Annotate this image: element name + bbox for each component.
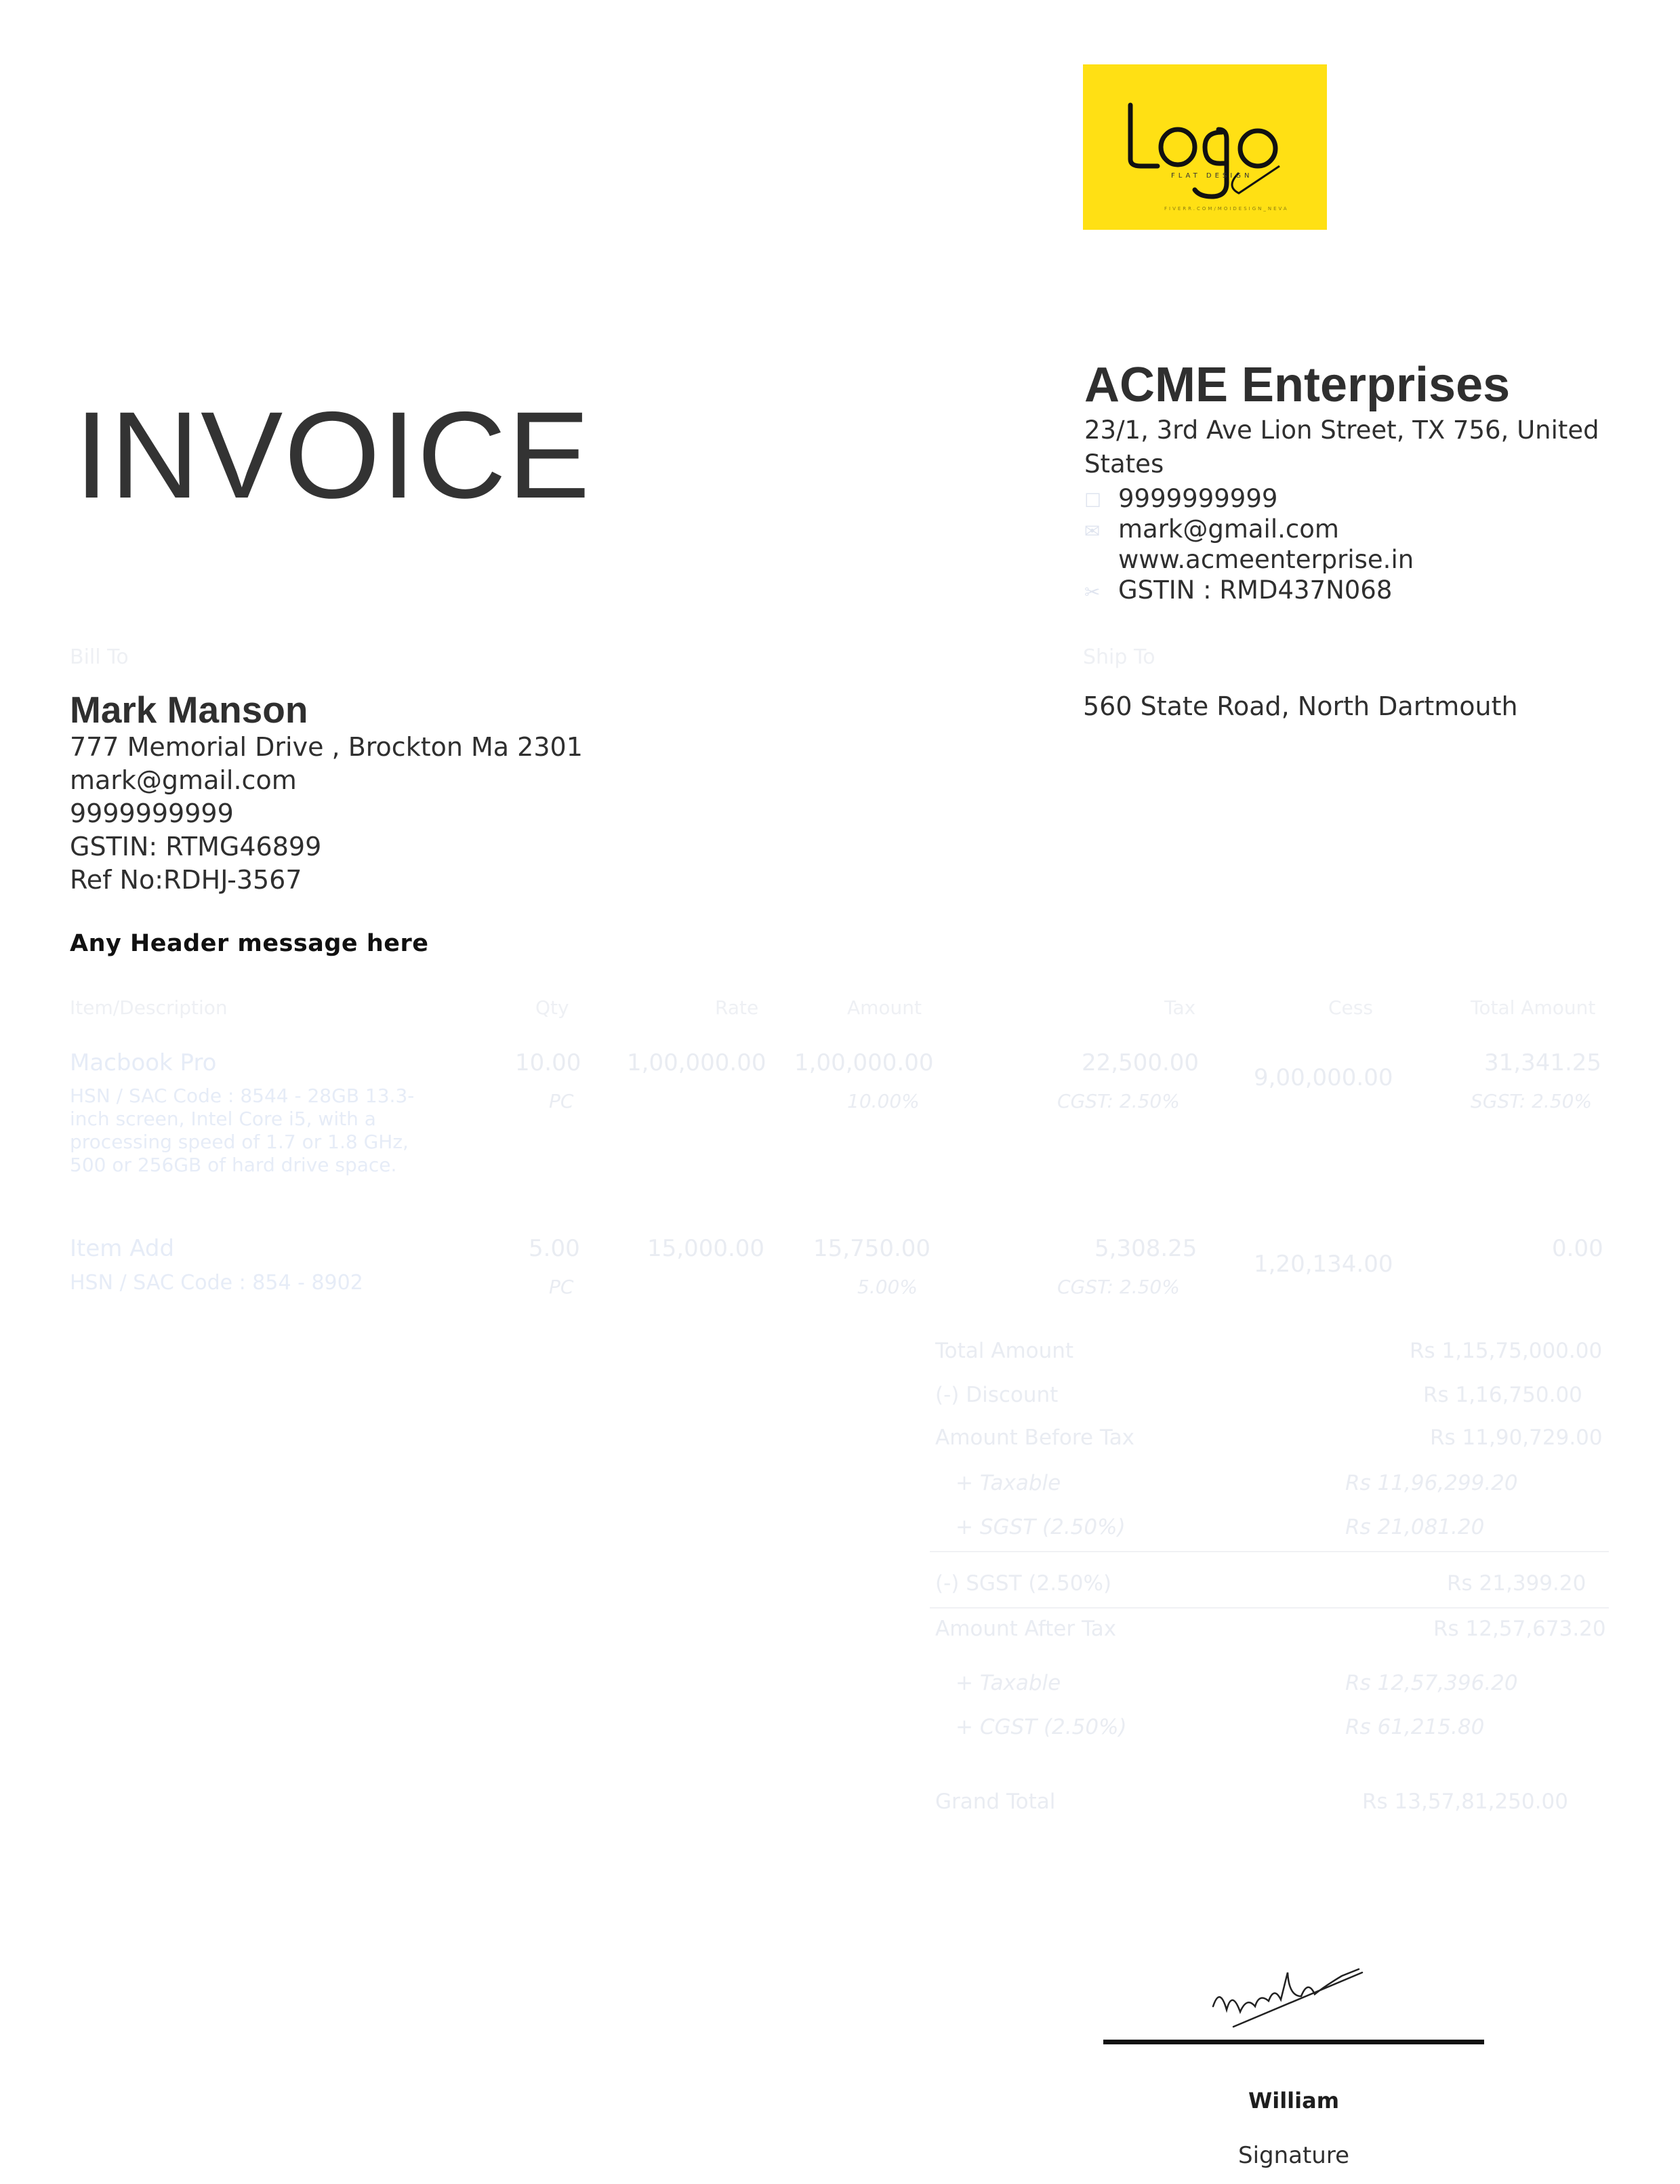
bill-to-label: Bill To: [70, 645, 129, 669]
row1-name: Macbook Pro: [70, 1049, 217, 1076]
customer-name: Mark Manson: [70, 689, 308, 731]
logo-tagline: FLAT DESIGN: [1171, 172, 1253, 180]
total-label-9: Grand Total: [935, 1789, 1056, 1814]
company-email: mark@gmail.com: [1118, 514, 1339, 544]
company-name: ACME Enterprises: [1084, 358, 1511, 412]
signature-line: [1103, 2040, 1484, 2044]
total-label-0: Total Amount: [935, 1339, 1074, 1363]
mail-icon: ✉: [1084, 520, 1101, 542]
th-total: Total Amount: [1471, 996, 1596, 1019]
row2-unit: PC: [549, 1276, 574, 1298]
total-value-2: Rs 11,90,729.00: [1430, 1425, 1603, 1450]
signature-image: [1206, 1959, 1369, 2034]
phone-icon: ☐: [1084, 489, 1102, 512]
total-value-0: Rs 1,15,75,000.00: [1410, 1339, 1603, 1363]
row1-tax: 22,500.00: [1082, 1049, 1200, 1076]
company-email-row: [1084, 514, 1339, 546]
row1-rate: 1,00,000.00: [627, 1049, 766, 1076]
row2-rate: 15,000.00: [647, 1235, 765, 1262]
row1-total: 31,341.25: [1484, 1049, 1602, 1076]
ship-to-address: 560 State Road, North Dartmouth: [1083, 691, 1518, 721]
company-website: www.acmeenterprise.in: [1118, 545, 1414, 574]
signer-name: William: [1248, 2088, 1340, 2114]
total-label-1: (-) Discount: [935, 1383, 1059, 1407]
th-amount: Amount: [847, 996, 922, 1019]
customer-email: mark@gmail.com: [70, 765, 297, 795]
company-phone: 9999999999: [1118, 484, 1278, 513]
row2-qty: 5.00: [529, 1235, 580, 1262]
logo-image: [1083, 64, 1327, 230]
row2-name: Item Add: [70, 1235, 175, 1262]
total-value-9: Rs 13,57,81,250.00: [1362, 1789, 1568, 1814]
row1-cess: 9,00,000.00: [1254, 1064, 1393, 1091]
invoice-title: INVOICE: [75, 386, 592, 524]
th-rate: Rate: [715, 996, 759, 1019]
company-gstin: GSTIN : RMD437N068: [1118, 575, 1393, 605]
totals-divider-2: [930, 1607, 1609, 1609]
th-qty: Qty: [535, 996, 569, 1019]
total-label-3: + Taxable: [956, 1471, 1061, 1495]
row1-desc: HSN / SAC Code : 8544 - 28GB 13.3-inch screen, Intel Core i5, with a processing speed of 1.7 or 1.8 GHz, 500 or 256GB of hard drive space.: [70, 1085, 415, 1176]
total-value-1: Rs 1,16,750.00: [1423, 1383, 1582, 1407]
signature-label: Signature: [1237, 2142, 1350, 2169]
row1-qty: 10.00: [515, 1049, 581, 1076]
company-address: 23/1, 3rd Ave Lion Street, TX 756, United States: [1084, 416, 1599, 479]
customer-gstin: GSTIN: RTMG46899: [70, 832, 322, 862]
total-value-8: Rs 61,215.80: [1345, 1715, 1485, 1739]
row1-tax-rate: CGST: 2.50%: [1057, 1090, 1180, 1112]
tag-icon: ✂: [1084, 581, 1101, 603]
ship-to-label: Ship To: [1083, 645, 1155, 669]
row2-amount: 15,750.00: [813, 1235, 931, 1262]
row2-tax-rate: CGST: 2.50%: [1057, 1276, 1180, 1298]
company-logo: [1083, 64, 1327, 230]
total-label-4: + SGST (2.50%): [956, 1515, 1126, 1539]
customer-ref: Ref No:RDHJ-3567: [70, 865, 302, 895]
total-label-6: Amount After Tax: [935, 1617, 1117, 1641]
row2-discount: 5.00%: [857, 1276, 918, 1298]
customer-phone: 9999999999: [70, 798, 234, 828]
total-value-3: Rs 11,96,299.20: [1345, 1471, 1518, 1495]
row1-unit: PC: [549, 1090, 574, 1112]
totals-divider-1: [930, 1551, 1609, 1552]
total-value-4: Rs 21,081.20: [1345, 1515, 1485, 1539]
total-value-7: Rs 12,57,396.20: [1345, 1671, 1518, 1695]
row2-tax: 5,308.25: [1094, 1235, 1197, 1262]
th-tax: Tax: [1164, 996, 1196, 1019]
company-phone-row: [1084, 483, 1277, 516]
company-gstin-row: [1084, 575, 1392, 607]
row1-amount: 1,00,000.00: [794, 1049, 934, 1076]
company-website-row: [1084, 544, 1414, 575]
th-item: Item/Description: [70, 996, 228, 1019]
total-value-6: Rs 12,57,673.20: [1433, 1617, 1606, 1641]
row1-discount: 10.00%: [847, 1090, 920, 1112]
row2-total: 0.00: [1552, 1235, 1603, 1262]
row2-desc: HSN / SAC Code : 854 - 8902: [70, 1271, 363, 1295]
total-label-5: (-) SGST (2.50%): [935, 1571, 1112, 1596]
header-message: Any Header message here: [70, 930, 429, 957]
total-label-7: + Taxable: [956, 1671, 1061, 1695]
th-cess: Cess: [1328, 996, 1373, 1019]
total-value-5: Rs 21,399.20: [1447, 1571, 1586, 1596]
row1-total-rate: SGST: 2.50%: [1471, 1090, 1593, 1112]
row2-cess: 1,20,134.00: [1254, 1251, 1393, 1278]
logo-footer: FIVERR.COM/MOIDESIGN_NEVA: [1164, 206, 1289, 211]
total-label-8: + CGST (2.50%): [956, 1715, 1127, 1739]
customer-address: 777 Memorial Drive , Brockton Ma 2301: [70, 732, 583, 762]
total-label-2: Amount Before Tax: [935, 1425, 1135, 1450]
